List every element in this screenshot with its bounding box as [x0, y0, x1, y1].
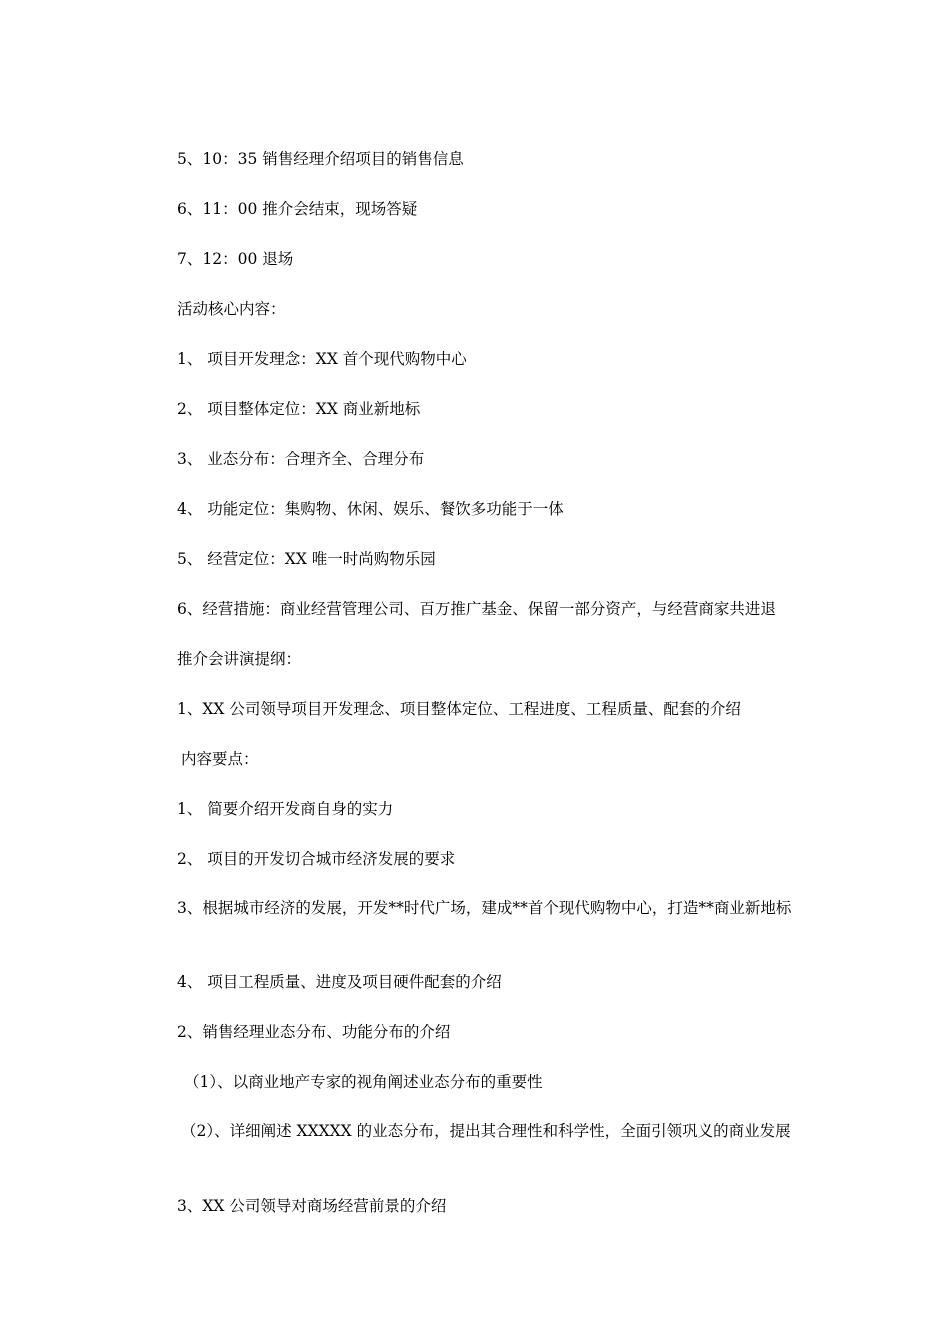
paragraph-21: 3、XX 公司领导对商场经营前景的介绍 — [177, 1197, 447, 1215]
paragraph-18: 2、销售经理业态分布、功能分布的介绍 — [177, 1023, 451, 1041]
paragraph-19: （1）、以商业地产专家的视角阐述业态分布的重要性 — [184, 1073, 543, 1091]
paragraph-16: 3、根据城市经济的发展，开发**时代广场，建成**首个现代购物中心，打造**商业新地标 — [177, 899, 792, 917]
paragraph-14: 1、 简要介绍开发商自身的实力 — [177, 800, 394, 818]
paragraph-11: 推介会讲演提纲： — [177, 650, 302, 668]
paragraph-17: 4、 项目工程质量、进度及项目硬件配套的介绍 — [177, 973, 502, 991]
paragraph-20: （2）、详细阐述 XXXXX 的业态分布，提出其合理性和科学性，全面引领巩义的商业发展 — [181, 1122, 791, 1140]
paragraph-10: 6、经营措施：商业经营管理公司、百万推广基金、保留一部分资产，与经营商家共进退 — [177, 600, 776, 618]
paragraph-13: 内容要点： — [181, 750, 259, 768]
paragraph-2: 6、11：00 推介会结束，现场答疑 — [177, 200, 418, 218]
paragraph-15: 2、 项目的开发切合城市经济发展的要求 — [177, 850, 456, 868]
paragraph-12: 1、XX 公司领导项目开发理念、项目整体定位、工程进度、工程质量、配套的介绍 — [177, 700, 741, 718]
paragraph-7: 3、 业态分布：合理齐全、合理分布 — [177, 450, 425, 468]
paragraph-1: 5、10：35 销售经理介绍项目的销售信息 — [177, 150, 464, 168]
paragraph-8: 4、 功能定位：集购物、休闲、娱乐、餐饮多功能于一体 — [177, 500, 564, 518]
paragraph-3: 7、12：00 退场 — [177, 250, 294, 268]
paragraph-6: 2、 项目整体定位：XX 商业新地标 — [177, 400, 421, 418]
paragraph-4: 活动核心内容： — [177, 300, 286, 318]
paragraph-5: 1、 项目开发理念：XX 首个现代购物中心 — [177, 350, 467, 368]
paragraph-9: 5、 经营定位：XX 唯一时尚购物乐园 — [177, 550, 436, 568]
